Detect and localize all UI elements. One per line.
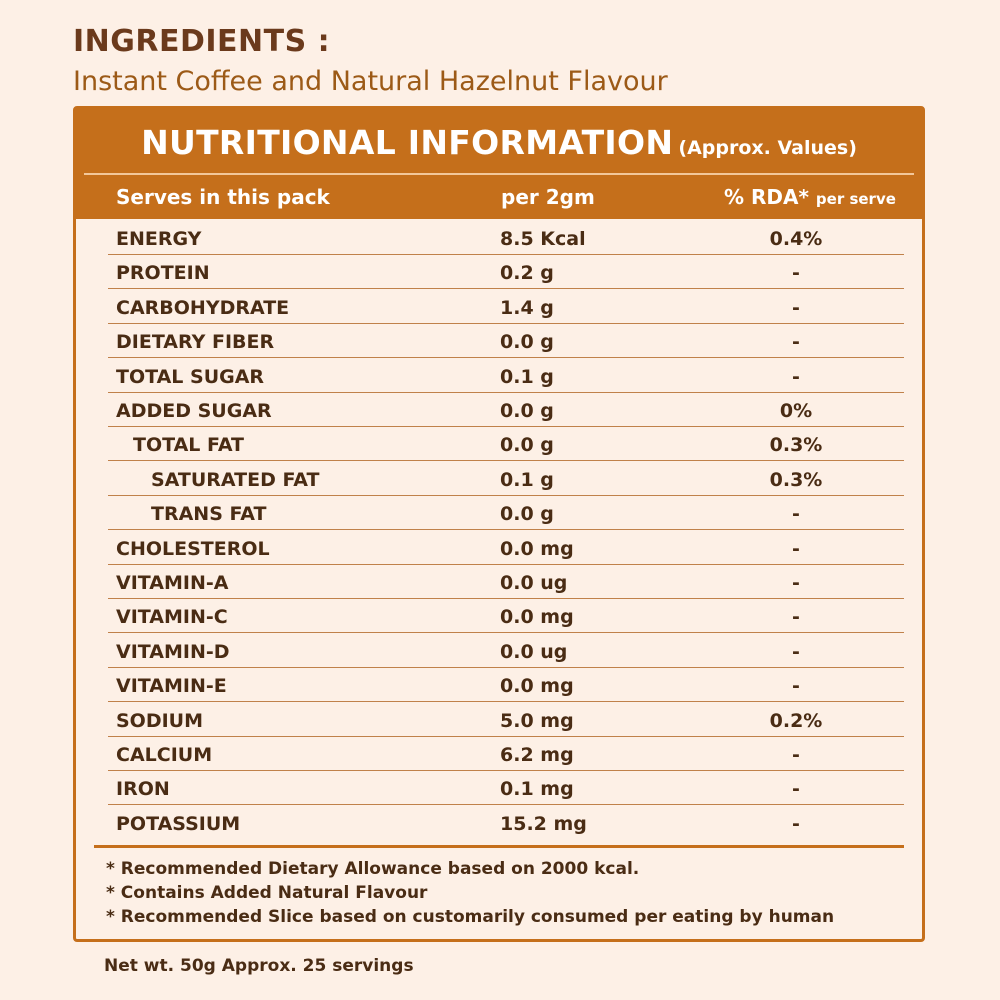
nutrient-value: 0.0 ug	[500, 640, 568, 663]
nutrient-rda: 0.3%	[769, 434, 823, 457]
nutrient-name: VITAMIN-E	[116, 675, 227, 698]
nutrient-value: 0.1 mg	[500, 778, 574, 801]
nutrient-name: CALCIUM	[116, 744, 213, 766]
nutrient-rda: -	[792, 365, 800, 388]
nutrient-name: TOTAL FAT	[133, 434, 245, 457]
table-row	[76, 634, 922, 668]
nutrient-name: VITAMIN-A	[116, 572, 229, 594]
nutrient-value: 0.0 g	[500, 434, 554, 457]
nutrient-rda: -	[792, 744, 800, 766]
table-row	[76, 359, 922, 393]
nutrient-rda: -	[792, 537, 800, 560]
nutrient-value: 0.0 mg	[500, 675, 574, 698]
nutrient-value: 0.0 g	[500, 331, 554, 354]
nutrient-rda: -	[792, 262, 800, 285]
nutrient-rda: -	[792, 572, 800, 594]
nutrient-value: 15.2 mg	[500, 812, 587, 835]
nutrient-name: POTASSIUM	[116, 812, 241, 835]
table-row	[76, 290, 922, 324]
nutrient-name: CHOLESTEROL	[116, 537, 270, 560]
column-header-serves: Serves in this pack	[116, 185, 330, 209]
nutrient-value: 6.2 mg	[500, 744, 574, 766]
nutrient-name: DIETARY FIBER	[116, 331, 275, 354]
nutrient-rda: -	[792, 812, 800, 835]
nutrient-name: SODIUM	[116, 709, 204, 732]
table-row	[76, 806, 922, 840]
nutrient-rda: -	[792, 778, 800, 801]
table-row	[76, 703, 922, 737]
footnote-flavour: * Contains Added Natural Flavour	[106, 883, 428, 903]
nutrient-name: VITAMIN-C	[116, 606, 228, 629]
nutrition-title-wrap	[76, 123, 922, 162]
table-row	[76, 668, 922, 702]
nutrient-value: 5.0 mg	[500, 709, 574, 732]
nutrient-value: 0.2 g	[500, 262, 554, 285]
nutrient-name: TOTAL SUGAR	[116, 365, 265, 388]
footnote-rda: * Recommended Dietary Allowance based on 2000 kcal.	[106, 859, 640, 879]
table-row	[76, 324, 922, 358]
table-row	[76, 531, 922, 565]
nutrient-value: 8.5 Kcal	[500, 228, 586, 250]
footnote-slice: * Recommended Slice based on customarily consumed per eating by human	[106, 907, 835, 927]
nutrient-rda: 0.3%	[769, 468, 823, 491]
table-row	[76, 221, 922, 255]
nutrition-panel	[73, 106, 925, 942]
nutrient-name: CARBOHYDRATE	[116, 296, 290, 319]
nutrient-rda: 0.4%	[769, 228, 823, 250]
nutrient-name: SATURATED FAT	[151, 468, 320, 491]
nutrient-value: 0.0 g	[500, 503, 554, 526]
column-header-per-2gm: per 2gm	[501, 185, 595, 209]
table-row	[76, 565, 922, 599]
table-row	[76, 462, 922, 496]
nutrient-rda: 0%	[779, 400, 813, 422]
nutrition-title: NUTRITIONAL INFORMATION	[141, 123, 674, 162]
net-weight: Net wt. 50g Approx. 25 servings	[104, 956, 414, 976]
table-row	[76, 737, 922, 771]
nutrient-name: IRON	[116, 778, 170, 801]
column-header-rda-sub: per serve	[815, 190, 896, 208]
header-divider	[84, 173, 914, 175]
ingredients-text: Instant Coffee and Natural Hazelnut Flavour	[73, 66, 668, 97]
nutrient-value: 0.0 mg	[500, 537, 574, 560]
nutrition-header	[76, 109, 922, 219]
nutrient-name: ADDED SUGAR	[116, 400, 272, 422]
table-row	[76, 771, 922, 805]
table-row	[76, 427, 922, 461]
column-header-rda	[724, 185, 896, 209]
nutrient-value: 0.0 mg	[500, 606, 574, 629]
nutrient-value: 0.1 g	[500, 468, 554, 491]
nutrient-value: 0.1 g	[500, 365, 554, 388]
nutrient-rda: -	[792, 640, 800, 663]
column-header-rda-main: % RDA*	[724, 185, 809, 209]
nutrient-rda: -	[792, 606, 800, 629]
footer-divider	[94, 845, 904, 848]
table-row	[76, 255, 922, 289]
nutrient-value: 0.0 ug	[500, 572, 568, 594]
nutrient-name: ENERGY	[116, 228, 202, 250]
nutrient-rda: -	[792, 675, 800, 698]
nutrient-rda: -	[792, 296, 800, 319]
nutrient-value: 1.4 g	[500, 296, 554, 319]
nutrient-rda: -	[792, 331, 800, 354]
nutrient-rda: 0.2%	[769, 709, 823, 732]
table-row	[76, 599, 922, 633]
ingredients-title: INGREDIENTS :	[73, 24, 331, 59]
nutrition-subtitle: (Approx. Values)	[678, 137, 857, 159]
table-row	[76, 496, 922, 530]
nutrient-name: VITAMIN-D	[116, 640, 230, 663]
nutrient-value: 0.0 g	[500, 400, 554, 422]
nutrient-rda: -	[792, 503, 800, 526]
table-row	[76, 393, 922, 427]
nutrient-name: TRANS FAT	[151, 503, 267, 526]
nutrient-name: PROTEIN	[116, 262, 210, 285]
